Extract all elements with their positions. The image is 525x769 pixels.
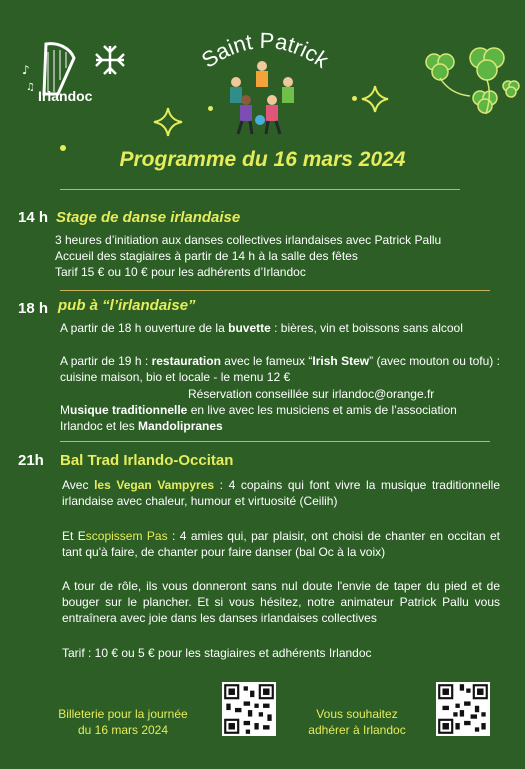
tarif-line: Tarif : 10 € ou 5 € pour les stagiaires et adhérents Irlandoc — [62, 646, 372, 660]
band-paragraph: Avec les Vegan Vampyres : 4 copains qui font vivre la musique traditionnelle irlandaise avec chaleur, humour et virtuosité (Ceilih) — [62, 478, 501, 508]
svg-text:♫: ♫ — [26, 82, 35, 93]
section-line: Accueil des stagiaires à partir de 14 h à la salle des fêtes — [55, 249, 358, 263]
sparkle-icon — [152, 106, 184, 138]
decorative-dot — [208, 106, 213, 111]
restauration-paragraph: A partir de 19 h : restauration avec le fameux “Irish Stew” (avec mouton ou tofu) : cuisine maison, bio et locale - le menu 12 € — [60, 354, 500, 384]
program-title: Programme du 16 mars 2024 — [119, 148, 406, 171]
divider — [60, 290, 490, 291]
logo-wordmark: Irlandoc — [38, 88, 93, 104]
membership-qr-code[interactable] — [436, 682, 490, 736]
band-paragraph: Et Escopissem Pas : 4 amies qui, par plaisir, ont choisi de chanter en occitan et tant qu'à faire, de chanter pour faire danser (bal Oc à la voix) — [62, 529, 500, 559]
decorative-dot — [352, 96, 357, 101]
section-time: 18 h — [18, 300, 49, 317]
section-time: 14 h — [18, 209, 49, 226]
divider — [60, 189, 460, 190]
sparkle-icon — [360, 84, 390, 114]
section-title: Stage de danse irlandaise — [56, 209, 241, 226]
section-time: 21h — [18, 452, 44, 469]
section-line: 3 heures d’initiation aux danses collectives irlandaises avec Patrick Pallu — [55, 233, 442, 247]
section-title: Bal Trad Irlando-Occitan — [60, 452, 234, 469]
music-paragraph: Musique traditionnelle en live avec les musiciens et amis de l’association Irlandoc et les Mandolipranes — [60, 403, 457, 433]
animateur-paragraph: A tour de rôle, ils vous donneront sans nul doute l'envie de taper du pied et de bouger sur le plancher. Et si vous hésitez, notre animateur Patrick Pallu vous entraînera avec joie dans les danses irlandaises collectives — [62, 579, 500, 625]
section-title: pub à “l’irlandaise” — [58, 297, 196, 314]
dancers-illustration — [222, 58, 304, 136]
ticketing-qr-code[interactable] — [222, 682, 276, 736]
divider — [60, 441, 490, 442]
section-line: Tarif 15 € ou 10 € pour les adhérents d’Irlandoc — [55, 265, 306, 279]
membership-label: Vous souhaitez adhérer à Irlandoc — [308, 707, 406, 737]
svg-text:♪: ♪ — [22, 63, 30, 77]
svg-text:Saint Patrick: Saint Patrick — [196, 27, 334, 73]
shamrock-icon — [410, 34, 522, 124]
ticketing-label: Billeterie pour la journée du 16 mars 2024 — [58, 707, 188, 737]
reservation-line: Réservation conseillée sur irlandoc@orange.fr — [188, 387, 435, 401]
buvette-paragraph: A partir de 18 h ouverture de la buvette : bières, vin et boissons sans alcool — [60, 321, 463, 335]
occitan-cross-icon — [92, 42, 128, 78]
